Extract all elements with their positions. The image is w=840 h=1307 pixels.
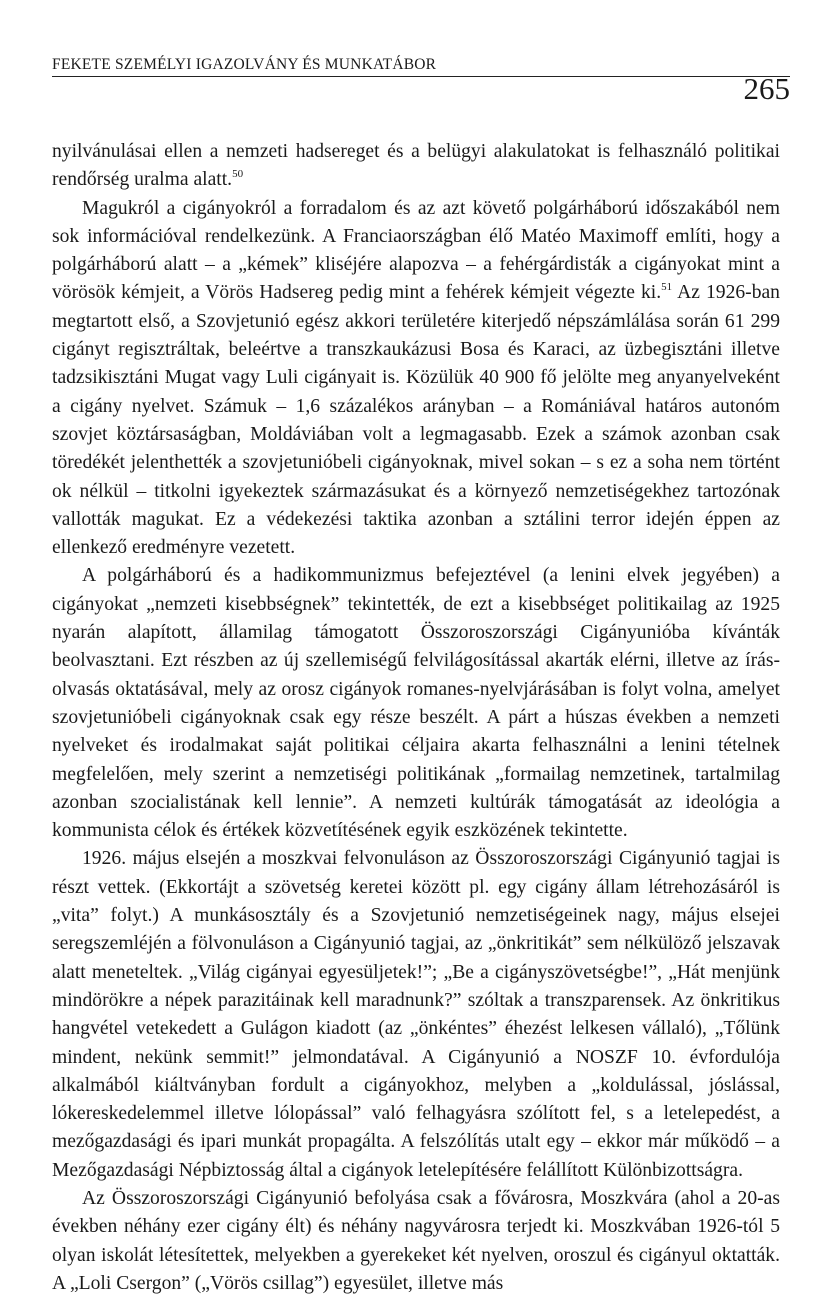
- page-header: [52, 56, 790, 106]
- paragraph: [52, 195, 780, 563]
- paragraph: A polgárháború és a hadikommunizmus befejeztével (a lenini elvek jegyében) a cigányokat „nemzeti kisebbségnek” tekintették, de ezt a kisebbséget politikailag az 1925 nyarán alapított, államilag támogatott Összoroszországi Cigányunióba kívánták beolvasztani. Ezt részben az új szellemiségű felvilágosítással akarták elérni, illetve az írás-olvasás oktatásával, mely az orosz cigányok romanes-nyelvjárásában is folyt volna, amelyet szovjetunióbeli cigányoknak csak egy része beszélt. A párt a húszas években a nemzeti nyelveket és irodalmakat saját politikai céljaira akarta felhasználni a lenini tételnek megfelelően, mely szerint a nemzetiségi politikának „formailag nemzetinek, tartalmilag azonban szocialistának kell lennie”. A nemzeti kultúrák támogatását az ideológia a kommunista célok és értékek közvetítésének egyik eszközének tekintette.: [52, 565, 780, 842]
- paragraph-text: Az 1926-ban megtartott első, a Szovjetunió egész akkori területére kiterjedő népszámlálása során 61 299 cigányt regisztráltak, beleértve a transzkaukázusi Bosa és Karaci, az üzbegisztáni illetve tadzsikisztáni Mugat vagy Luli cigányait is. Közülük 40 900 fő jelölte meg anyanyelveként a cigány nyelvet. Számuk – 1,6 százalékos arányban – a Romániával határos autonóm szovjet köztársaságban, Moldáviában volt a legmagasabb. Ezek a számok azonban csak töredékét jelenthették a szovjetunióbeli cigányoknak, mivel sokan – s ez a soha nem történt ok nélkül – titkolni igyekeztek származásukat és a környező nemzetiségekhez tartozónak vallották magukat. Ez a védekezési taktika azonban a sztálini terror idején éppen az ellenkező eredményre vezetett.: [52, 282, 780, 559]
- running-title: FEKETE SZEMÉLYI IGAZOLVÁNY ÉS MUNKATÁBOR: [52, 56, 437, 73]
- page-number: 265: [743, 71, 790, 106]
- footnote-ref: 50: [232, 168, 244, 181]
- paragraph: Az Összoroszországi Cigányunió befolyása csak a fővárosra, Moszkvára (ahol a 20-as években néhány ezer cigány élt) és néhány nagyvárosra terjedt ki. Moszkvában 1926-tól 5 olyan iskolát létesítettek, melyekben a gyerekeket két nyelven, oroszul és cigányul oktatták. A „Loli Csergon” („Vörös csillag”) egyesület, illetve más: [52, 1187, 780, 1294]
- paragraph: [52, 138, 780, 195]
- paragraph-text: Magukról a cigányokról a forradalom és az azt követő polgárháború időszakából nem sok információval rendelkezünk. A Franciaországban élő Matéo Maximoff említi, hogy a polgárháború alatt – a „kémek” kliséjére alapozva – a fehérgárdisták a cigányokat mint a vörösök kémjeit, a Vörös Hadsereg pedig mint a fehérek kémjeit végezte ki.: [52, 197, 780, 304]
- footnote-ref: 51: [661, 281, 673, 294]
- paragraph: 1926. május elsején a moszkvai felvonuláson az Összoroszországi Cigányunió tagjai is részt vettek. (Ekkortájt a szövetség keretei között pl. egy cigány állam létrehozásáról is „vita” folyt.) A munkásosztály és a Szovjetunió nemzetiségeinek nagy, május elsejei seregszemléjén a fölvonuláson a Cigányunió tagjai, az „önkritikát” sem nélkülöző jelszavak alatt meneteltek. „Világ cigányai egyesüljetek!”; „Be a cigányszövetségbe!”, „Hát menjünk mindörökre a népek parazitáinak kell maradnunk?” szóltak a transzparensek. Az önkritikus hangvétel vetekedett a Gulágon kiadott (az „önkéntes” éhezést lelkesen vállaló), „Tőlünk mindent, nekünk semmit!” jelmondatával. A Cigányunió a NOSZF 10. évfordulója alkalmából kiáltványban fordult a cigányokhoz, melyben a „koldulással, jóslással, lókereskedelemmel illetve lólopással” való felhagyásra szólított fel, s a letelepedést, a mezőgazdasági és ipari munkát propagálta. A felszólítás utalt egy – ekkor már működő – a Mezőgazdasági Népbiztosság által a cigányok letelepítésére felállított Különbizottságra.: [52, 848, 780, 1181]
- body-text: [52, 138, 780, 1298]
- paragraph-text: nyilvánulásai ellen a nemzeti hadsereget és a belügyi alakulatokat is felhasználó politikai rendőrség uralma alatt.: [52, 141, 780, 191]
